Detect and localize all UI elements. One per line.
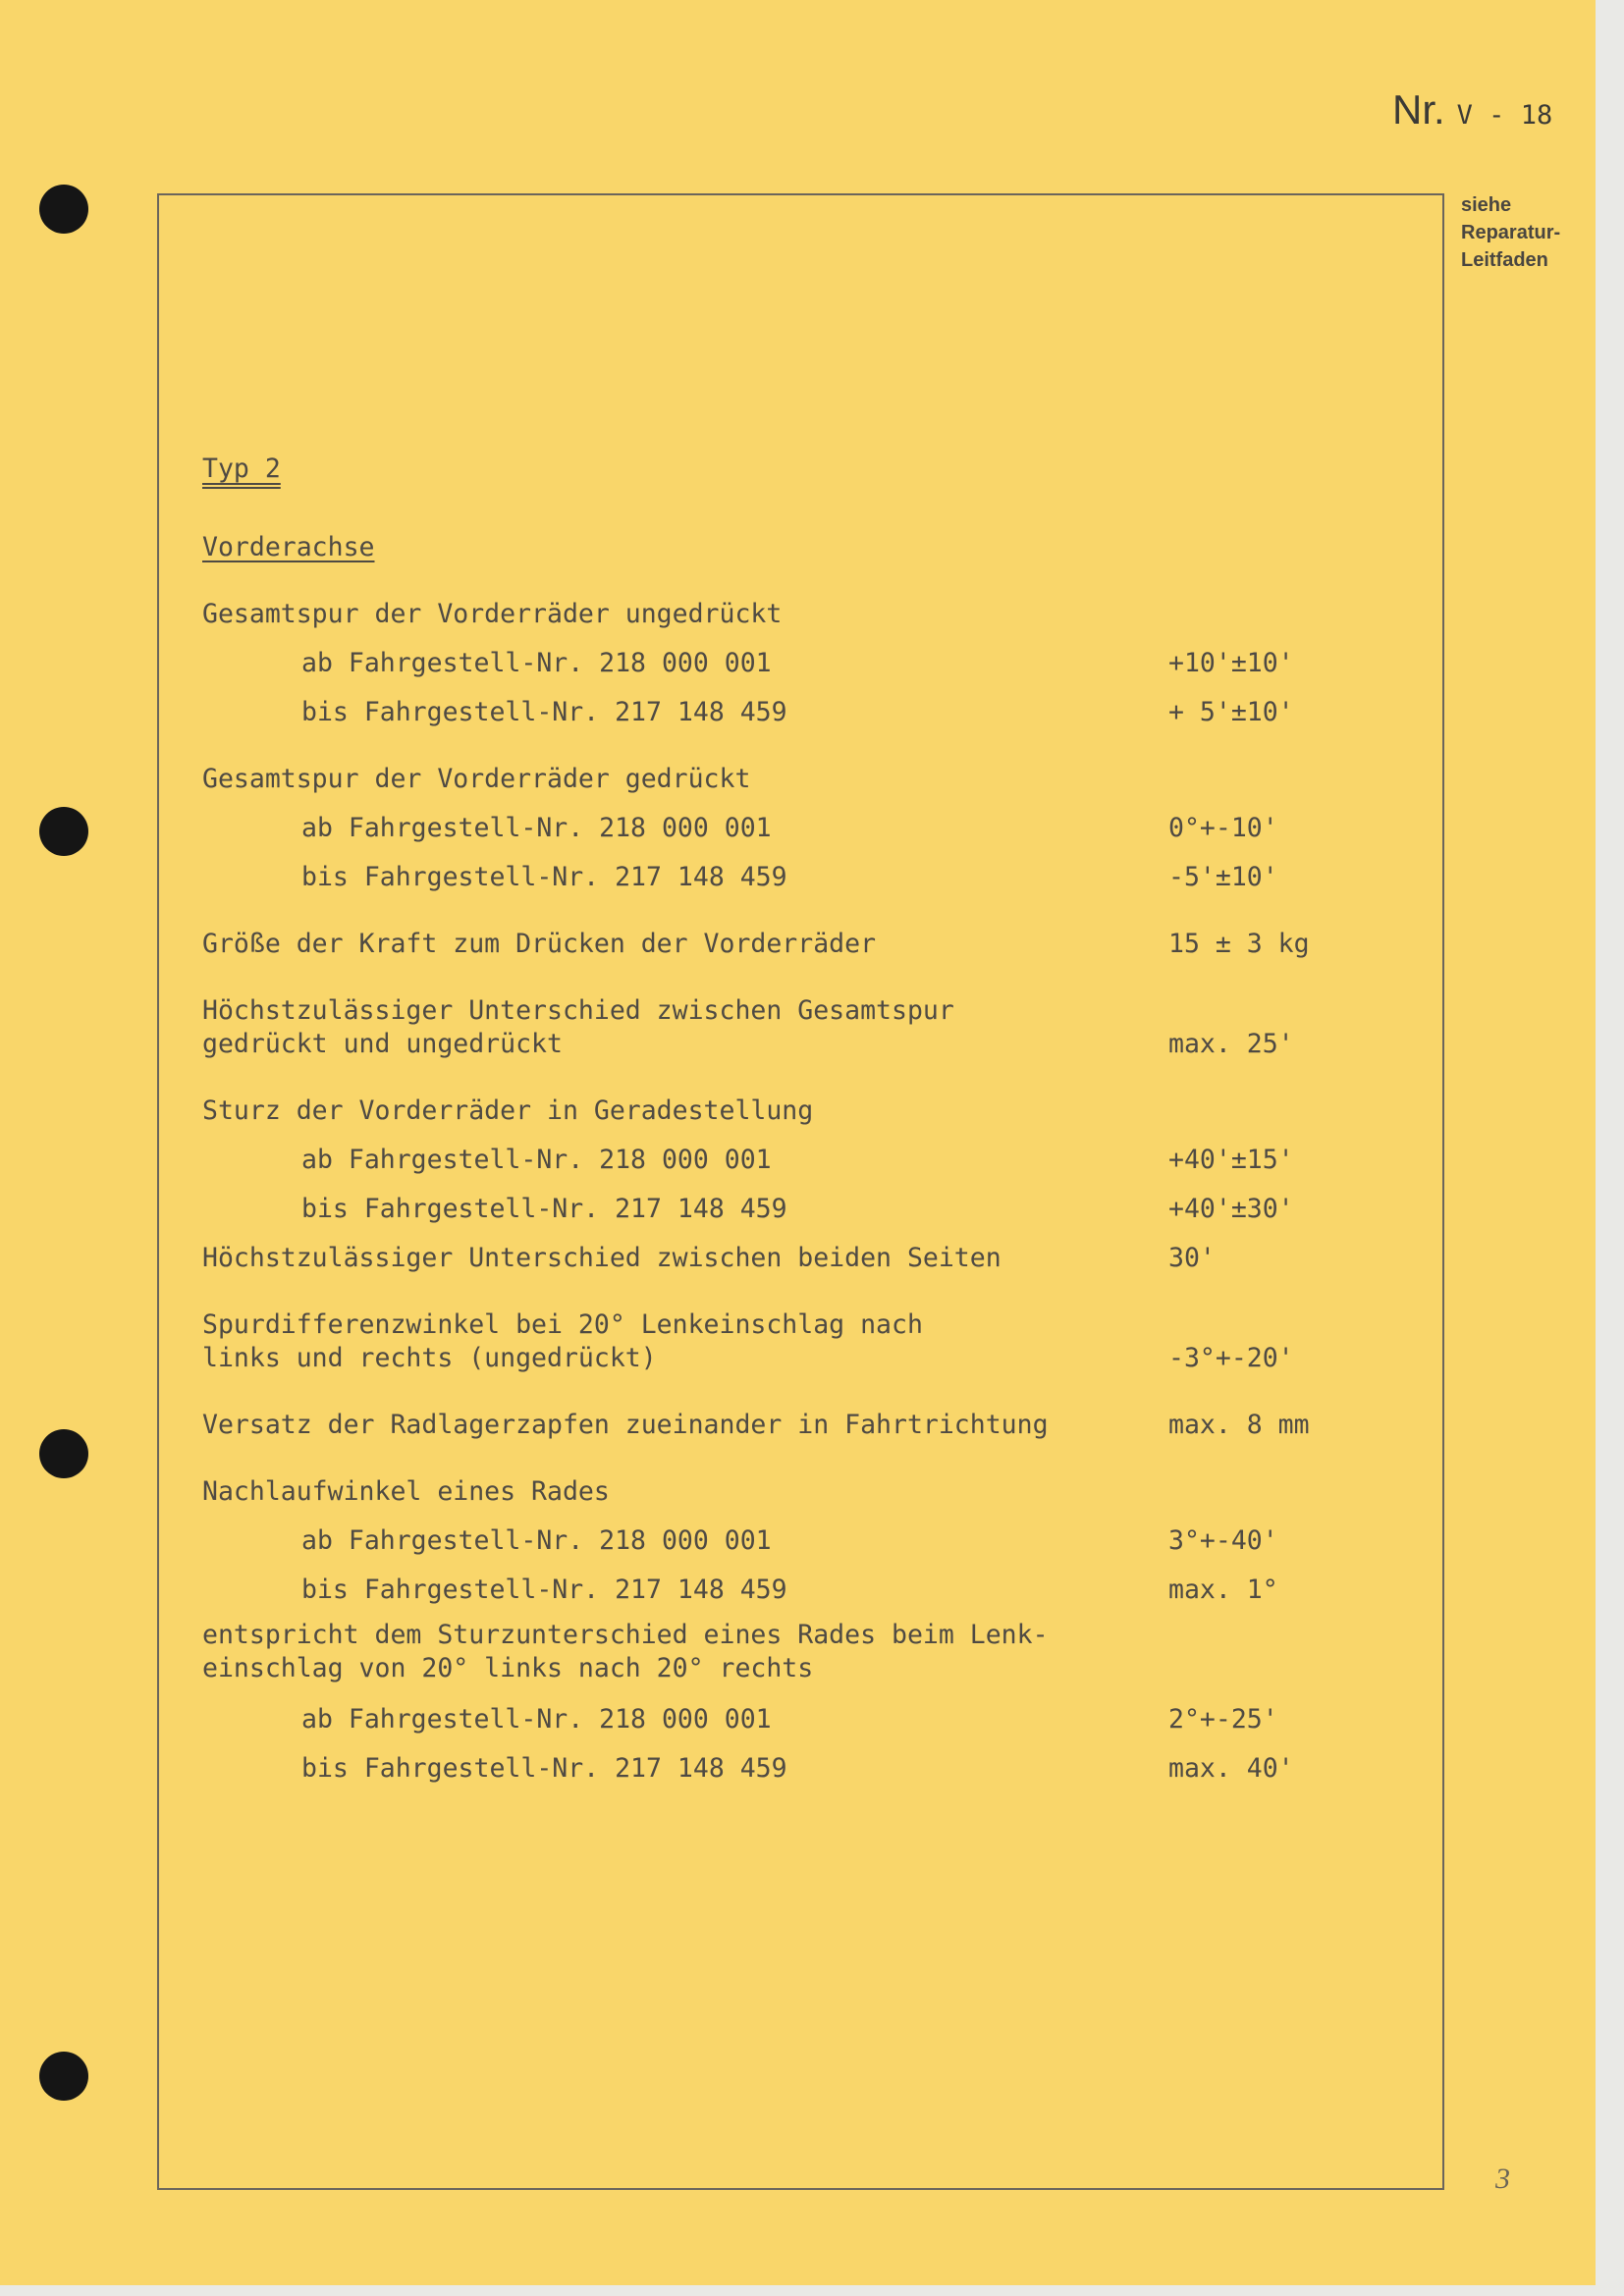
doc-number-value: V - 18 — [1456, 100, 1553, 131]
spec-label: einschlag von 20° links nach 20° rechts — [202, 1653, 814, 1683]
spec-label: Spurdifferenzwinkel bei 20° Lenkeinschlag nach — [202, 1309, 923, 1340]
spec-label: entspricht dem Sturzunterschied eines Rades beim Lenk- — [202, 1620, 1049, 1650]
punch-hole — [39, 1429, 88, 1478]
spec-label: Höchstzulässiger Unterschied zwischen beiden Seiten — [202, 1243, 1001, 1273]
spec-value: -3°+-20' — [1168, 1343, 1294, 1373]
side-note-line: Reparatur- — [1461, 222, 1561, 243]
spec-label: bis Fahrgestell-Nr. 217 148 459 — [301, 1753, 787, 1784]
spec-value: +40'±15' — [1168, 1145, 1294, 1175]
spec-value: 2°+-25' — [1168, 1704, 1278, 1735]
side-note — [1461, 191, 1579, 274]
spec-label: ab Fahrgestell-Nr. 218 000 001 — [301, 1704, 772, 1735]
spec-label: ab Fahrgestell-Nr. 218 000 001 — [301, 813, 772, 843]
spec-value: -5'±10' — [1168, 862, 1278, 892]
type-heading: Typ 2 — [202, 454, 281, 484]
spec-value: 15 ± 3 kg — [1168, 929, 1310, 959]
spec-label: Gesamtspur der Vorderräder gedrückt — [202, 764, 751, 794]
spec-value: 3°+-40' — [1168, 1525, 1278, 1556]
spec-label: bis Fahrgestell-Nr. 217 148 459 — [301, 697, 787, 727]
spec-value: + 5'±10' — [1168, 697, 1294, 727]
spec-label: Gesamtspur der Vorderräder ungedrückt — [202, 599, 783, 629]
spec-value: max. 1° — [1168, 1575, 1278, 1605]
spec-label: bis Fahrgestell-Nr. 217 148 459 — [301, 1575, 787, 1605]
side-note-line: siehe — [1461, 194, 1512, 216]
page-edge-right — [1596, 0, 1624, 2296]
spec-value: max. 8 mm — [1168, 1410, 1310, 1440]
spec-label: Nachlaufwinkel eines Rades — [202, 1476, 610, 1507]
spec-label: links und rechts (ungedrückt) — [202, 1343, 657, 1373]
side-note-line: Leitfaden — [1461, 249, 1548, 271]
spec-value: +10'±10' — [1168, 648, 1294, 678]
spec-label: bis Fahrgestell-Nr. 217 148 459 — [301, 862, 787, 892]
spec-label: Sturz der Vorderräder in Geradestellung — [202, 1095, 814, 1126]
spec-value: +40'±30' — [1168, 1194, 1294, 1224]
spec-label: bis Fahrgestell-Nr. 217 148 459 — [301, 1194, 787, 1224]
nr-label: Nr. — [1392, 86, 1445, 133]
spec-value: max. 40' — [1168, 1753, 1294, 1784]
spec-label: Größe der Kraft zum Drücken der Vorderräder — [202, 929, 877, 959]
punch-hole — [39, 185, 88, 234]
section-heading: Vorderachse — [202, 532, 375, 562]
spec-label: Höchstzulässiger Unterschied zwischen Gesamtspur — [202, 995, 954, 1026]
page-number: 3 — [1495, 2163, 1510, 2195]
punch-hole — [39, 807, 88, 856]
spec-value: 0°+-10' — [1168, 813, 1278, 843]
page-edge-bottom — [0, 2285, 1624, 2296]
document-number — [1392, 86, 1552, 133]
spec-value: max. 25' — [1168, 1029, 1294, 1059]
punch-hole — [39, 2052, 88, 2101]
spec-label: ab Fahrgestell-Nr. 218 000 001 — [301, 1145, 772, 1175]
spec-value: 30' — [1168, 1243, 1216, 1273]
spec-label: ab Fahrgestell-Nr. 218 000 001 — [301, 648, 772, 678]
spec-label: gedrückt und ungedrückt — [202, 1029, 563, 1059]
content-frame — [157, 193, 1444, 2190]
spec-label: Versatz der Radlagerzapfen zueinander in Fahrtrichtung — [202, 1410, 1049, 1440]
spec-label: ab Fahrgestell-Nr. 218 000 001 — [301, 1525, 772, 1556]
